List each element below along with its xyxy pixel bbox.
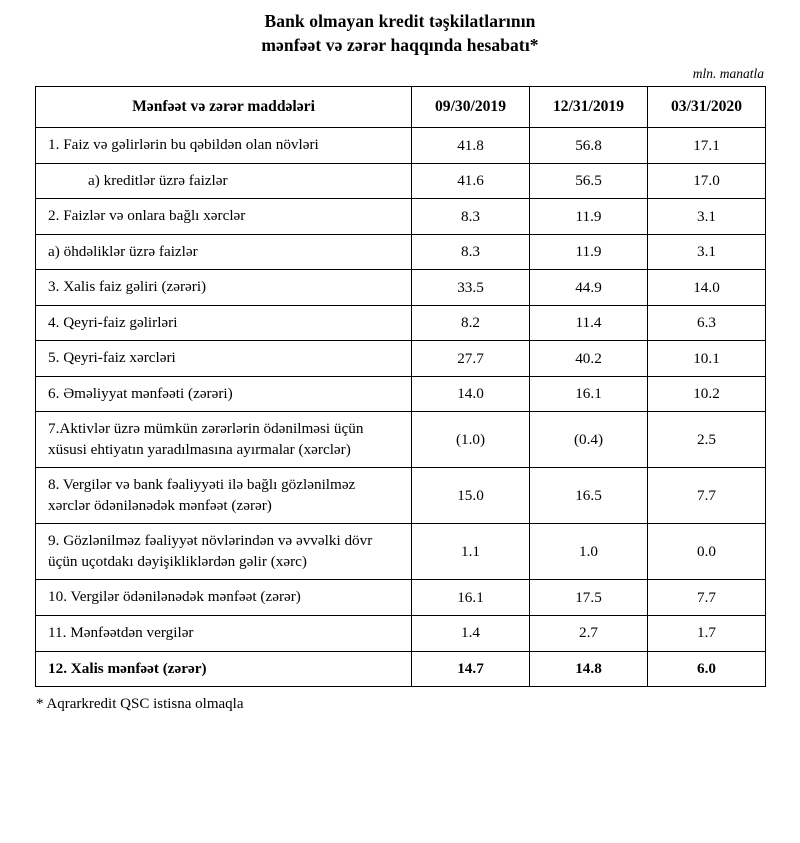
row-value-3: 17.1	[648, 128, 766, 164]
row-value-2: 1.0	[530, 524, 648, 580]
row-value-1: 1.4	[412, 615, 530, 651]
column-header-date-2: 12/31/2019	[530, 87, 648, 128]
row-label: a) öhdəliklər üzrə faizlər	[36, 234, 412, 270]
page-title	[0, 0, 800, 57]
row-value-3: 1.7	[648, 615, 766, 651]
row-value-3: 6.0	[648, 651, 766, 687]
row-value-2: 11.9	[530, 234, 648, 270]
row-label: 8. Vergilər və bank fəaliyyəti ilə bağlı gözlənilməz xərclər ödənilənədək mənfəət (zərər)	[36, 468, 412, 524]
table-row-total	[36, 651, 766, 687]
row-value-2: 56.5	[530, 163, 648, 199]
row-value-2: 17.5	[530, 580, 648, 616]
row-value-1: 41.6	[412, 163, 530, 199]
row-value-3: 3.1	[648, 199, 766, 235]
row-value-3: 17.0	[648, 163, 766, 199]
table-row	[36, 199, 766, 235]
title-line-2: mənfəət və zərər haqqında hesabatı*	[261, 34, 539, 55]
row-label: 7.Aktivlər üzrə mümkün zərərlərin ödənilməsi üçün xüsusi ehtiyatın yaradılmasına ayırmalar (xərclər)	[36, 412, 412, 468]
table-row	[36, 524, 766, 580]
table-row	[36, 580, 766, 616]
row-value-3: 10.2	[648, 376, 766, 412]
table-header-row	[36, 87, 766, 128]
profit-loss-table	[35, 86, 766, 687]
row-value-1: 27.7	[412, 341, 530, 377]
table-row	[36, 305, 766, 341]
table-row	[36, 341, 766, 377]
row-value-2: 44.9	[530, 270, 648, 306]
row-value-2: 2.7	[530, 615, 648, 651]
row-label: 11. Mənfəətdən vergilər	[36, 615, 412, 651]
row-value-1: (1.0)	[412, 412, 530, 468]
row-value-2: 56.8	[530, 128, 648, 164]
row-value-2: 11.9	[530, 199, 648, 235]
row-value-1: 8.3	[412, 199, 530, 235]
row-value-1: 15.0	[412, 468, 530, 524]
row-label: 3. Xalis faiz gəliri (zərəri)	[36, 270, 412, 306]
table-header	[36, 87, 766, 128]
row-label: 1. Faiz və gəlirlərin bu qəbildən olan növləri	[36, 128, 412, 164]
row-value-1: 1.1	[412, 524, 530, 580]
row-value-3: 14.0	[648, 270, 766, 306]
row-value-3: 7.7	[648, 580, 766, 616]
row-label: 5. Qeyri-faiz xərcləri	[36, 341, 412, 377]
row-value-1: 33.5	[412, 270, 530, 306]
table-row	[36, 615, 766, 651]
row-label: a) kreditlər üzrə faizlər	[36, 163, 412, 199]
table-row	[36, 270, 766, 306]
table-row	[36, 234, 766, 270]
row-value-3: 2.5	[648, 412, 766, 468]
table-row	[36, 376, 766, 412]
column-header-date-1: 09/30/2019	[412, 87, 530, 128]
row-value-3: 6.3	[648, 305, 766, 341]
table-row	[36, 163, 766, 199]
row-value-1: 14.0	[412, 376, 530, 412]
table-row	[36, 468, 766, 524]
row-value-1: 8.3	[412, 234, 530, 270]
row-label: 6. Əməliyyat mənfəəti (zərəri)	[36, 376, 412, 412]
row-value-1: 8.2	[412, 305, 530, 341]
row-value-3: 10.1	[648, 341, 766, 377]
table-row	[36, 128, 766, 164]
row-value-2: 16.1	[530, 376, 648, 412]
column-header-label: Mənfəət və zərər maddələri	[36, 87, 412, 128]
table-body	[36, 128, 766, 687]
row-value-2: 40.2	[530, 341, 648, 377]
row-value-2: (0.4)	[530, 412, 648, 468]
units-note: mln. manatla	[692, 66, 764, 82]
row-value-2: 11.4	[530, 305, 648, 341]
row-label: 2. Faizlər və onlara bağlı xərclər	[36, 199, 412, 235]
row-label: 10. Vergilər ödənilənədək mənfəət (zərər)	[36, 580, 412, 616]
row-value-3: 7.7	[648, 468, 766, 524]
row-value-2: 14.8	[530, 651, 648, 687]
title-line-1: Bank olmayan kredit təşkilatlarının	[264, 11, 536, 31]
row-value-3: 0.0	[648, 524, 766, 580]
row-value-3: 3.1	[648, 234, 766, 270]
row-value-1: 14.7	[412, 651, 530, 687]
table-row	[36, 412, 766, 468]
row-label: 12. Xalis mənfəət (zərər)	[36, 651, 412, 687]
column-header-date-3: 03/31/2020	[648, 87, 766, 128]
row-value-2: 16.5	[530, 468, 648, 524]
row-value-1: 41.8	[412, 128, 530, 164]
row-label: 4. Qeyri-faiz gəlirləri	[36, 305, 412, 341]
row-value-1: 16.1	[412, 580, 530, 616]
row-label: 9. Gözlənilməz fəaliyyət növlərindən və əvvəlki dövr üçün uçotdakı dəyişikliklərdən gəlir (xərc)	[36, 524, 412, 580]
footnote: * Aqrarkredit QSC istisna olmaqla	[36, 696, 244, 713]
